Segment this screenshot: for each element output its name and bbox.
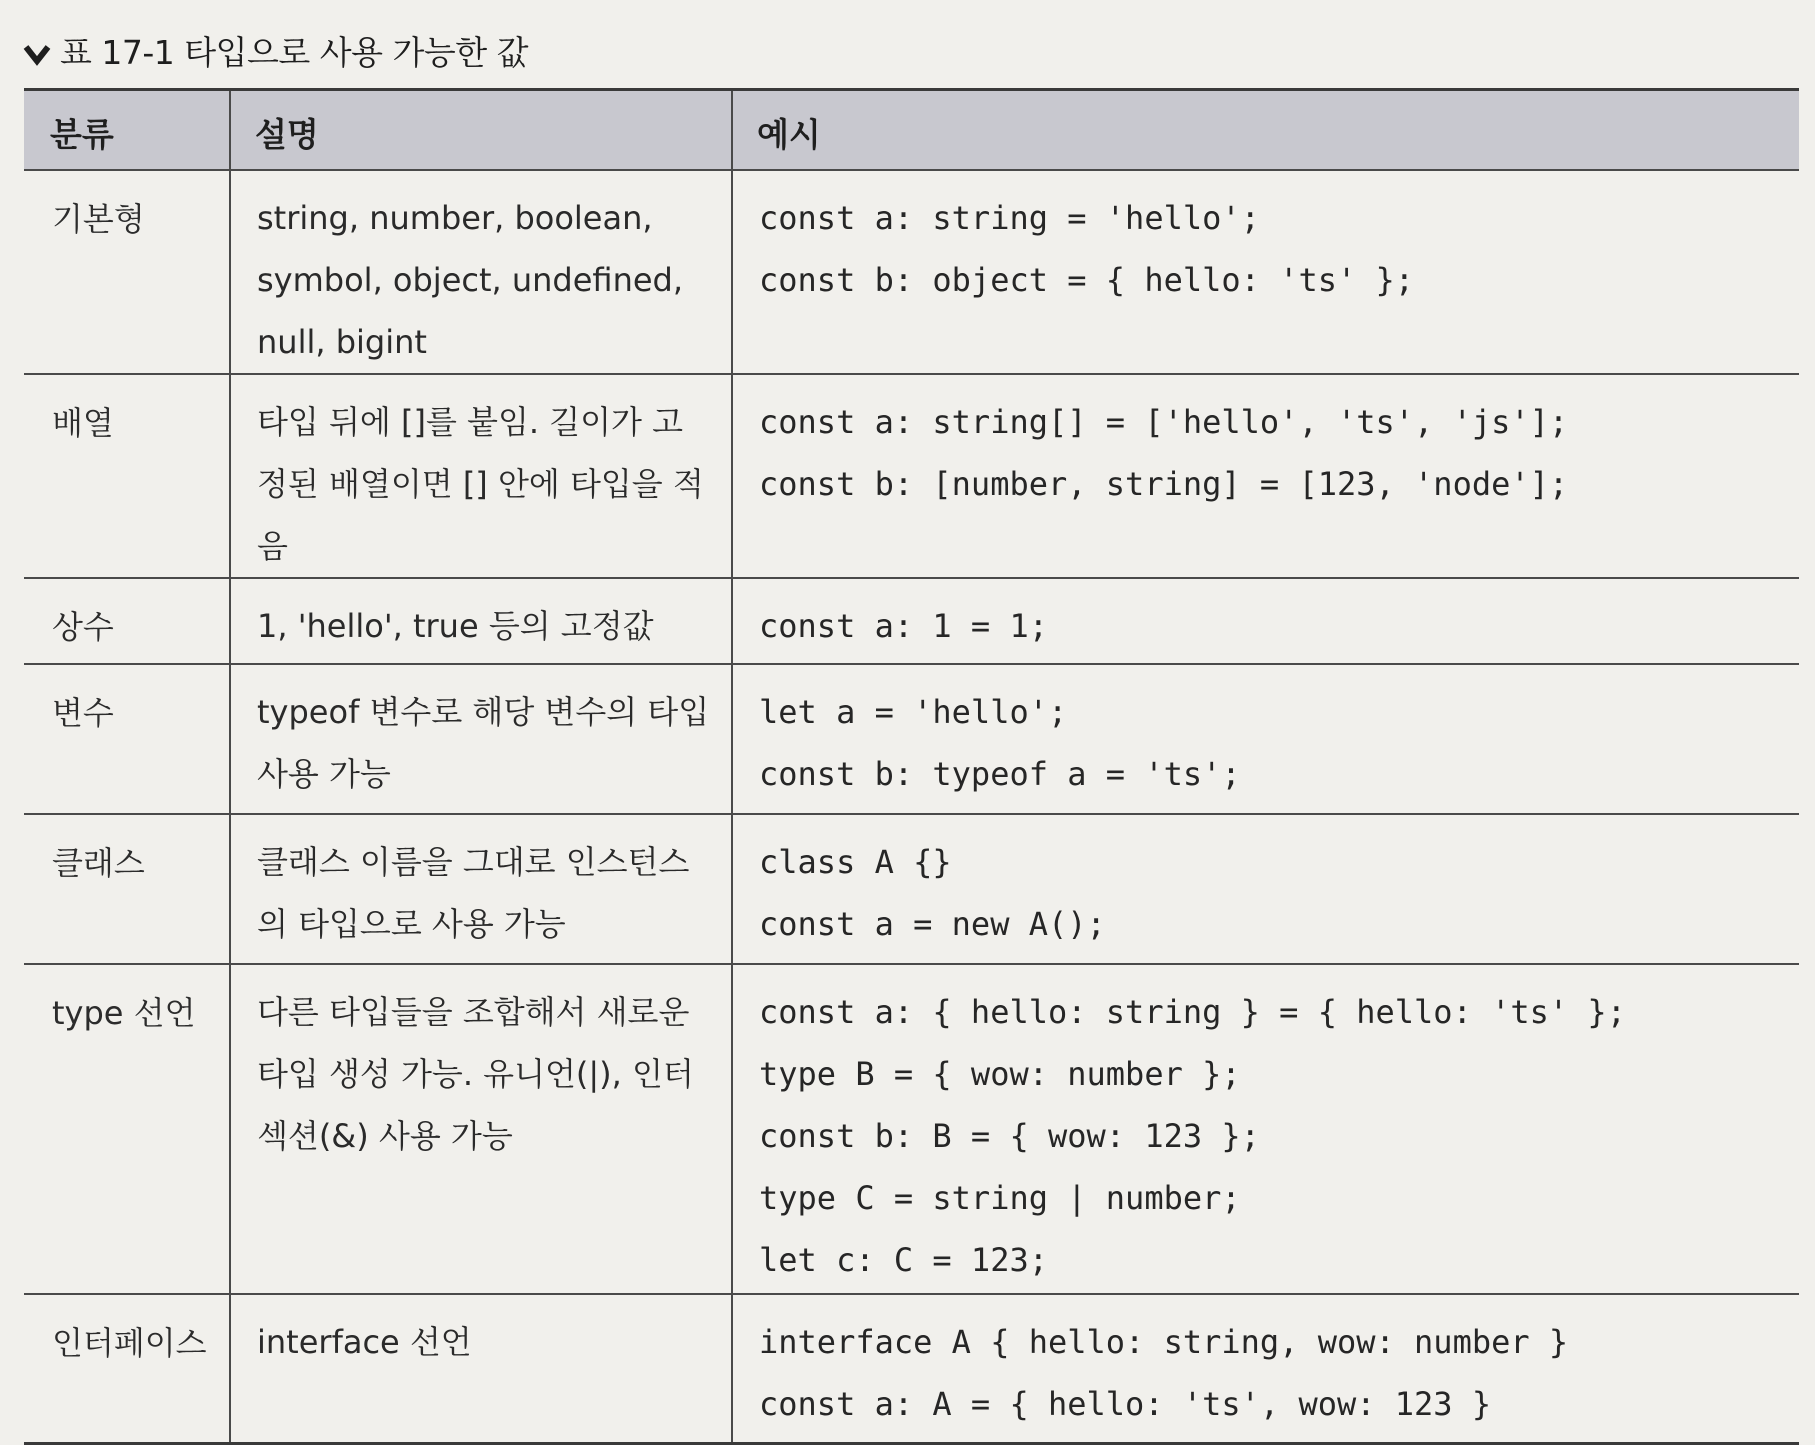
code-line: const a: A = { hello: 'ts', wow: 123 } [759, 1384, 1492, 1423]
header-description: 설명 [230, 90, 732, 170]
chevron-down-icon [24, 32, 50, 78]
code-line: const a: { hello: string } = { hello: 'ts' }; [759, 992, 1626, 1031]
category-cell: 상수 [24, 578, 230, 664]
category-cell: 클래스 [24, 814, 230, 964]
description-cell: 1, 'hello', true 등의 고정값 [230, 578, 732, 664]
category-cell: 인터페이스 [24, 1294, 230, 1444]
code-line: const a = new A(); [759, 904, 1106, 943]
code-line: let a = 'hello'; [759, 692, 1068, 731]
code-line: const b: [number, string] = [123, 'node']; [759, 464, 1569, 503]
code-line: class A {} [759, 842, 952, 881]
code-line: interface A { hello: string, wow: number } [759, 1322, 1569, 1361]
table-row [24, 170, 1799, 374]
example-cell [732, 374, 1799, 578]
table-row [24, 1294, 1799, 1444]
code-line: let c: C = 123; [759, 1240, 1048, 1279]
code-line: const a: string = 'hello'; [759, 198, 1260, 237]
description-cell: 다른 타입들을 조합해서 새로운 타입 생성 가능. 유니언(|), 인터섹션(&) 사용 가능 [230, 964, 732, 1294]
header-example: 예시 [732, 90, 1799, 170]
table-caption [24, 30, 528, 78]
table-row [24, 664, 1799, 814]
example-cell [732, 578, 1799, 664]
header-category: 분류 [24, 90, 230, 170]
category-cell: type 선언 [24, 964, 230, 1294]
code-line: type B = { wow: number }; [759, 1054, 1241, 1093]
code-line: type C = string | number; [759, 1178, 1241, 1217]
example-cell [732, 964, 1799, 1294]
type-values-table [24, 88, 1799, 1445]
example-cell [732, 170, 1799, 374]
example-cell [732, 814, 1799, 964]
description-cell: typeof 변수로 해당 변수의 타입 사용 가능 [230, 664, 732, 814]
example-cell [732, 1294, 1799, 1444]
table-title: 타입으로 사용 가능한 값 [184, 33, 529, 72]
category-cell: 변수 [24, 664, 230, 814]
example-cell [732, 664, 1799, 814]
code-line: const b: object = { hello: 'ts' }; [759, 260, 1415, 299]
category-cell: 기본형 [24, 170, 230, 374]
table-row [24, 374, 1799, 578]
code-line: const b: B = { wow: 123 }; [759, 1116, 1260, 1155]
table-row [24, 964, 1799, 1294]
header-row [24, 90, 1799, 170]
description-cell: 클래스 이름을 그대로 인스턴스의 타입으로 사용 가능 [230, 814, 732, 964]
code-line: const b: typeof a = 'ts'; [759, 754, 1241, 793]
code-line: const a: string[] = ['hello', 'ts', 'js']; [759, 402, 1569, 441]
description-cell: 타입 뒤에 []를 붙임. 길이가 고정된 배열이면 [] 안에 타입을 적음 [230, 374, 732, 578]
table-row [24, 814, 1799, 964]
code-line: const a: 1 = 1; [759, 606, 1048, 645]
description-cell: interface 선언 [230, 1294, 732, 1444]
table-row [24, 578, 1799, 664]
description-cell: string, number, boolean, symbol, object, undefined, null, bigint [230, 170, 732, 374]
table-number: 표 17-1 [60, 33, 175, 72]
category-cell: 배열 [24, 374, 230, 578]
